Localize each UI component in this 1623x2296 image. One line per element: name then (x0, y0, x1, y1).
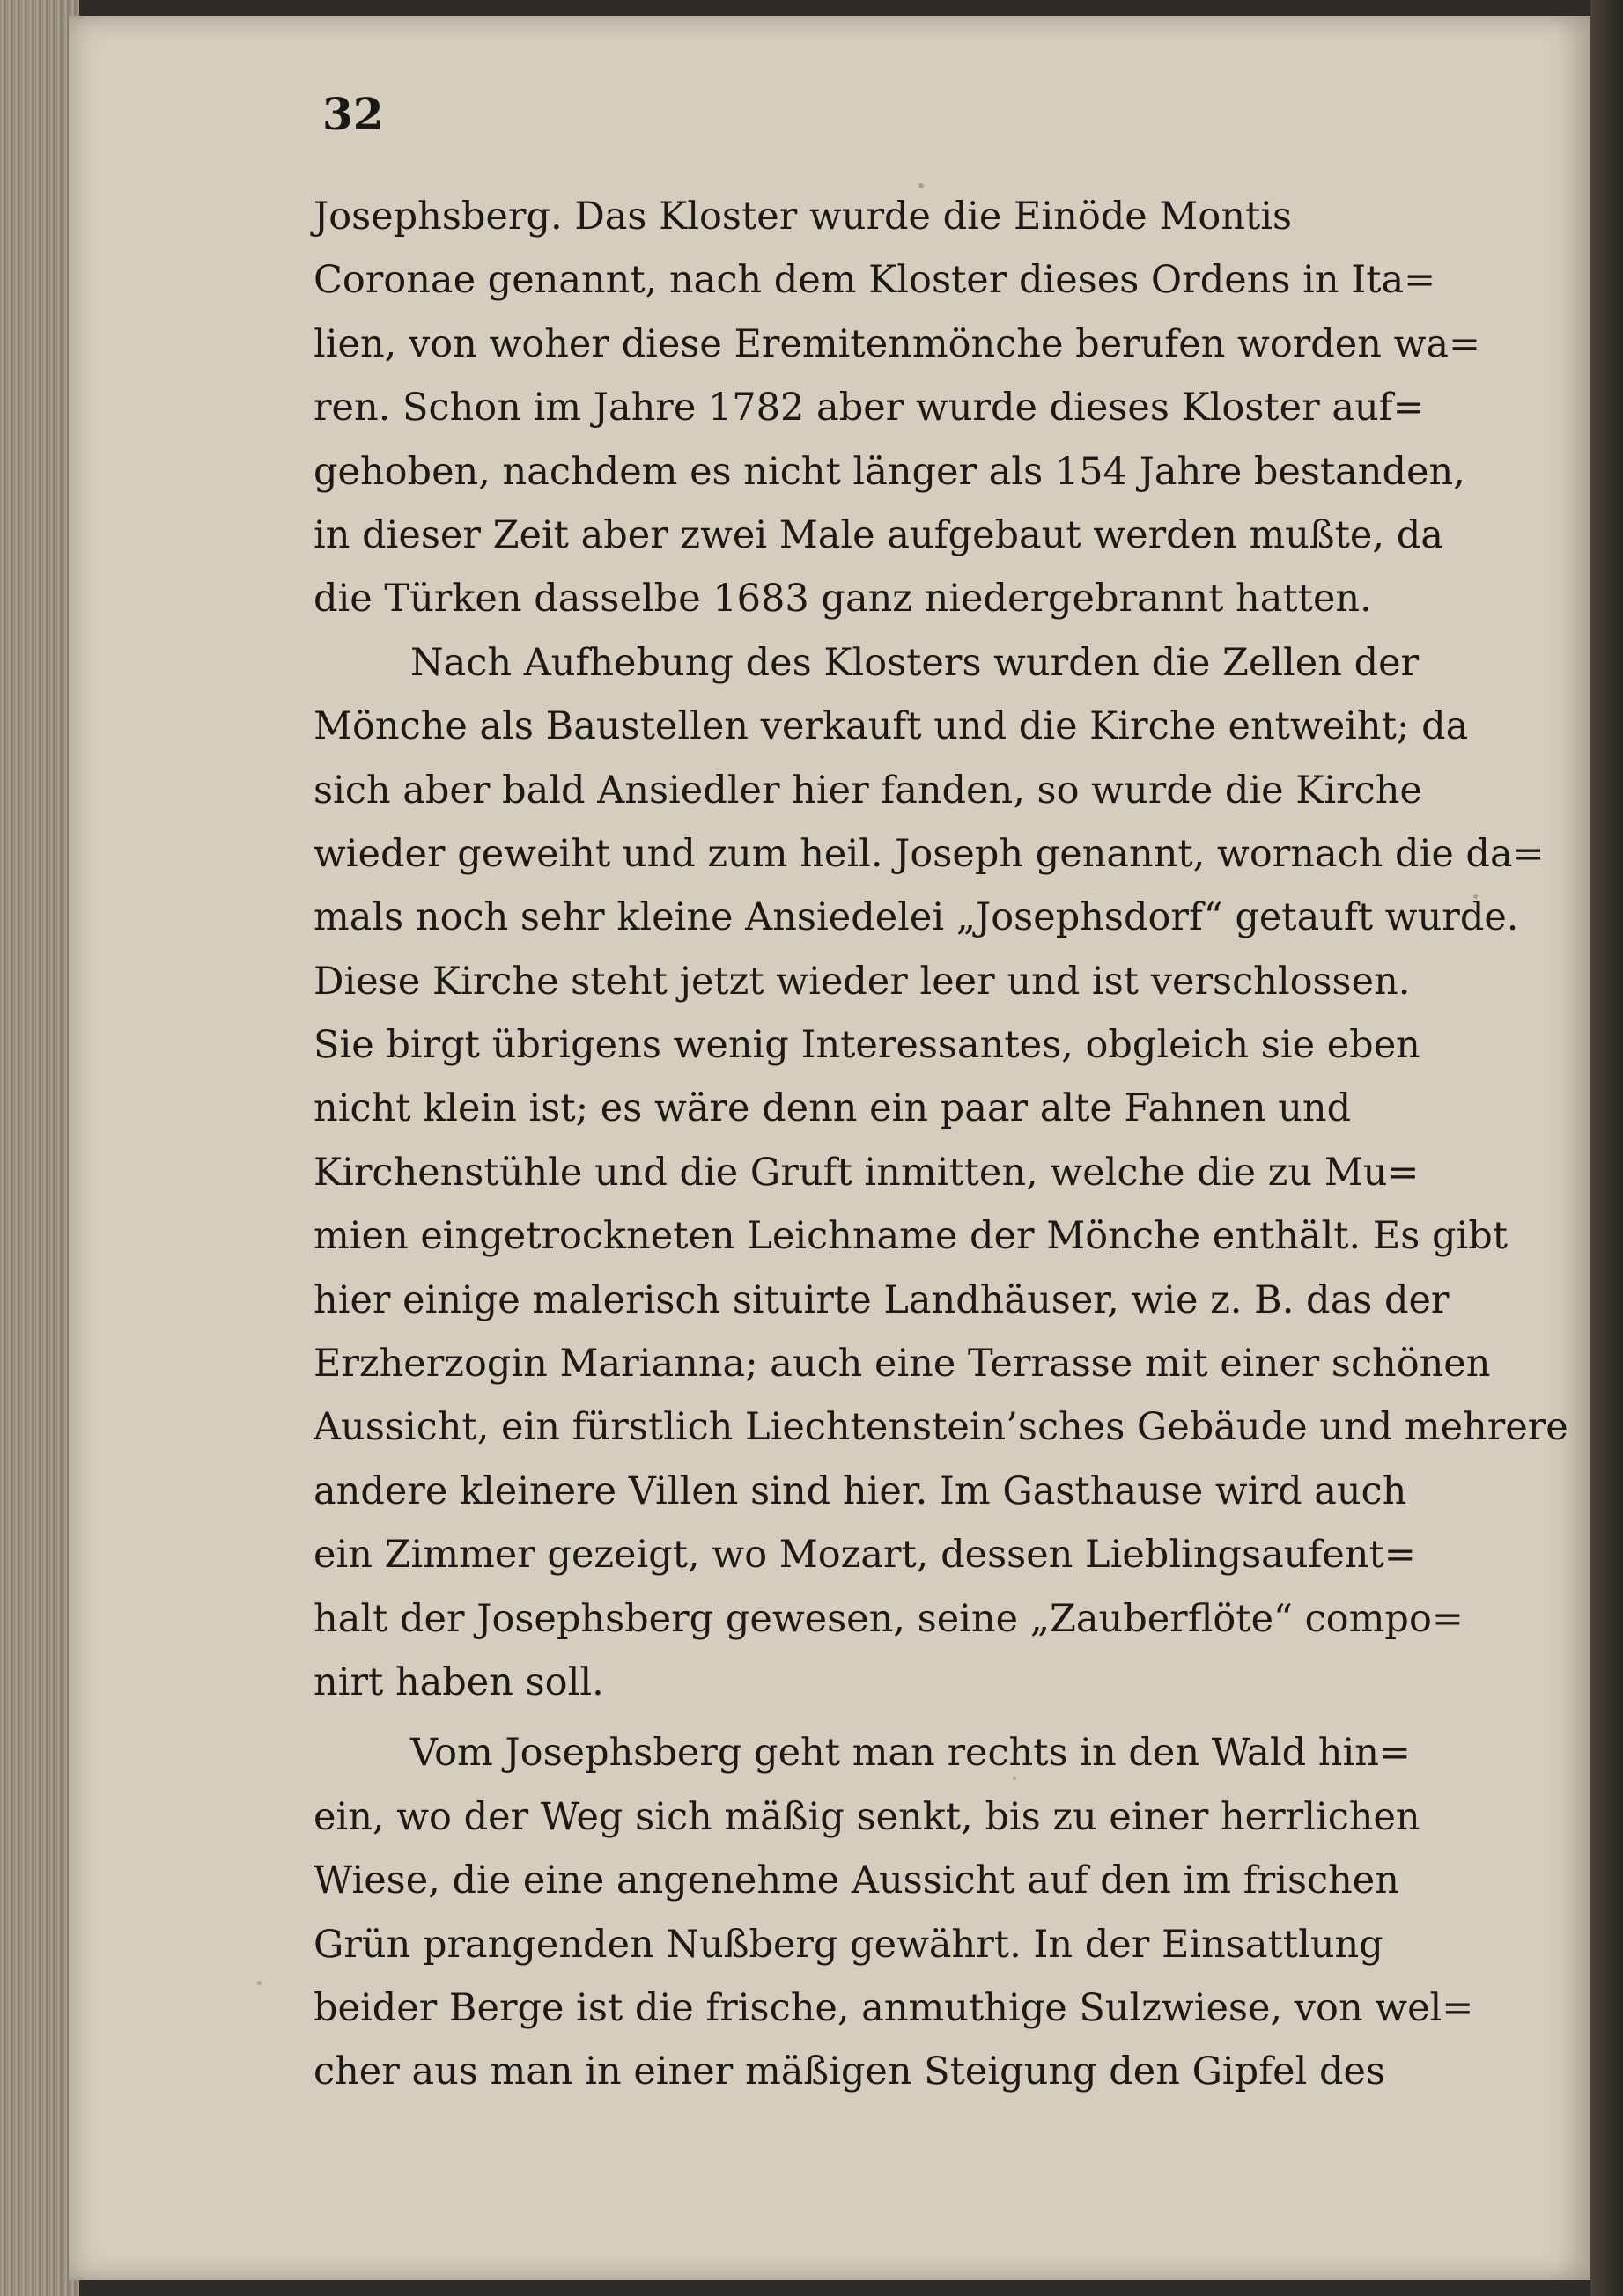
text-line: beider Berge ist die frische, anmuthige Sulzwiese, von wel= (314, 1985, 1474, 2030)
text-line: nirt haben soll. (314, 1659, 604, 1704)
text-line: Erzherzogin Marianna; auch eine Terrasse mit einer schönen (314, 1342, 1491, 1387)
text-line: Nach Aufhebung des Klosters wurden die Zellen der (410, 640, 1420, 685)
body-text (314, 185, 1568, 2104)
text-line: Aussicht, ein fürstlich Liechtenstein’sches Gebäude und mehrere (314, 1405, 1568, 1450)
text-line: lien, von woher diese Eremitenmönche berufen worden wa= (314, 321, 1481, 366)
paper-speck (257, 1981, 262, 1985)
text-line: ren. Schon im Jahre 1782 aber wurde dieses Kloster auf= (314, 386, 1425, 430)
text-line: Josephsberg. Das Kloster wurde die Einöde Montis (314, 195, 1293, 239)
text-line: andere kleinere Villen sind hier. Im Gasthause wird auch (314, 1468, 1407, 1513)
text-line: cher aus man in einer mäßigen Steigung den Gipfel des (314, 2049, 1386, 2094)
text-line: Sie birgt übrigens wenig Interessantes, obgleich sie eben (314, 1023, 1420, 1068)
stacked-page-edges (0, 0, 79, 2296)
text-line: Wiese, die eine angenehme Aussicht auf den im frischen (314, 1858, 1399, 1903)
text-line: Mönche als Baustellen verkauft und die Kirche entweiht; da (314, 704, 1469, 749)
text-line: Diese Kirche steht jetzt wieder leer und ist verschlossen. (314, 959, 1411, 1004)
text-line: mals noch sehr kleine Ansiedelei „Josephsdorf“ getauft wurde. (314, 895, 1519, 940)
text-line: Grün prangenden Nußberg gewährt. In der Einsattlung (314, 1922, 1383, 1967)
text-line: in dieser Zeit aber zwei Male aufgebaut werden mußte, da (314, 512, 1443, 557)
text-line: wieder geweiht und zum heil. Joseph genannt, wornach die da= (314, 831, 1545, 876)
text-line: nicht klein ist; es wäre denn ein paar alte Fahnen und (314, 1086, 1352, 1131)
text-line: ein Zimmer gezeigt, wo Mozart, dessen Lieblingsaufent= (314, 1533, 1416, 1578)
text-line: halt der Josephsberg gewesen, seine „Zauberflöte“ compo= (314, 1596, 1464, 1641)
page-number: 32 (322, 88, 384, 140)
text-line: mien eingetrockneten Leichname der Mönche enthält. Es gibt (314, 1214, 1509, 1259)
text-line: Vom Josephsberg geht man rechts in den Wald hin= (410, 1731, 1411, 1776)
text-line: die Türken dasselbe 1683 ganz niedergebrannt hatten. (314, 577, 1372, 622)
text-line: gehoben, nachdem es nicht länger als 154 Jahre bestanden, (314, 449, 1465, 494)
text-line: hier einige malerisch situirte Landhäuser, wie z. B. das der (314, 1277, 1450, 1322)
text-line: Coronae genannt, nach dem Kloster dieses Ordens in Ita= (314, 258, 1436, 303)
text-line: sich aber bald Ansiedler hier fanden, so wurde die Kirche (314, 768, 1422, 813)
binding-shadow (1590, 0, 1623, 2296)
text-line: Kirchenstühle und die Gruft inmitten, welche die zu Mu= (314, 1150, 1420, 1195)
text-line: ein, wo der Weg sich mäßig senkt, bis zu einer herrlichen (314, 1794, 1420, 1839)
